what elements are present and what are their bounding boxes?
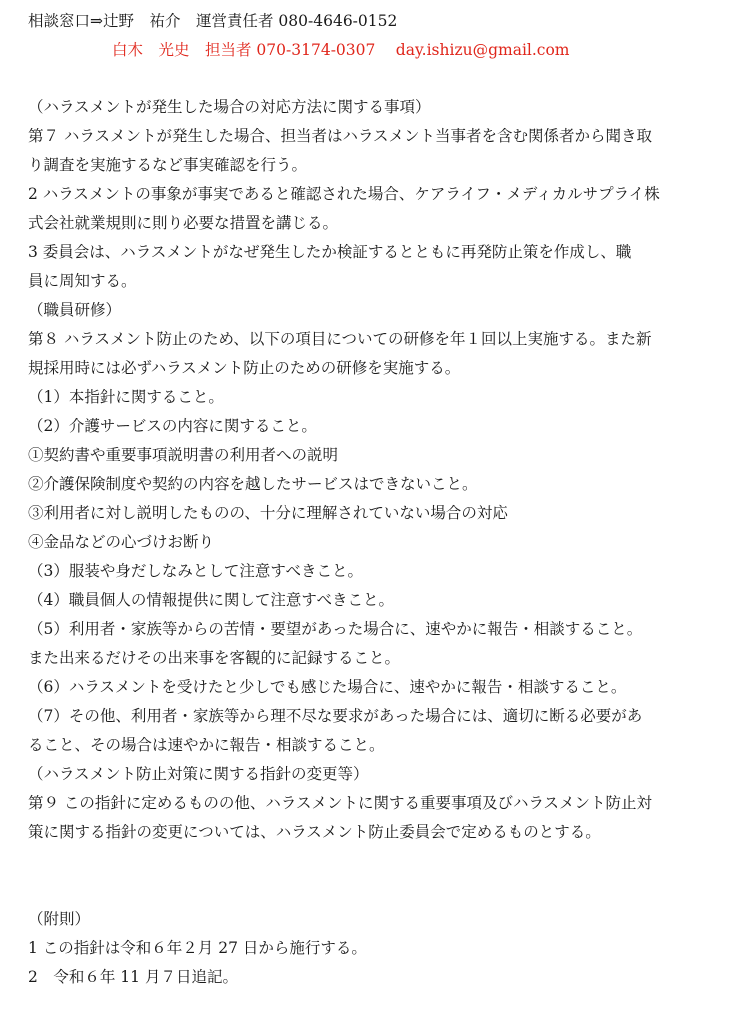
training-item-7-line-1: （7）その他、利用者・家族等から理不尽な要求があった場合には、適切に断る必要があ	[28, 707, 643, 725]
training-subitem-3: ③利用者に対し説明したものの、十分に理解されていない場合の対応	[28, 504, 508, 522]
supplementary-heading: （附則）	[28, 910, 91, 928]
training-item-4: （4）職員個人の情報提供に関して注意すべきこと。	[28, 591, 395, 609]
article-7-2-line-2: 式会社就業規則に則り必要な措置を講じる。	[28, 214, 339, 232]
training-item-3: （3）服装や身だしなみとして注意すべきこと。	[28, 562, 364, 580]
article-9-line-2: 策に関する指針の変更については、ハラスメント防止委員会で定めるものとする。	[28, 823, 601, 841]
article-7-3-line-2: 員に周知する。	[28, 272, 137, 290]
training-item-5-line-2: また出来るだけその出来事を客観的に記録すること。	[28, 649, 401, 667]
training-item-7-line-2: ること、その場合は速やかに報告・相談すること。	[28, 736, 385, 754]
response-heading: （ハラスメントが発生した場合の対応方法に関する事項）	[28, 98, 431, 116]
training-item-1: （1）本指針に関すること。	[28, 388, 224, 406]
training-subitem-2: ②介護保険制度や契約の内容を越したサービスはできないこと。	[28, 475, 478, 493]
article-8-line-2: 規採用時には必ずハラスメント防止のための研修を実施する。	[28, 359, 461, 377]
article-9-line-1: 第９ この指針に定めるものの他、ハラスメントに関する重要事項及びハラスメント防止対	[28, 794, 653, 812]
article-7-line-2: り調査を実施するなど事実確認を行う。	[28, 156, 308, 174]
training-item-5-line-1: （5）利用者・家族等からの苦情・要望があった場合に、速やかに報告・相談すること。	[28, 620, 643, 638]
training-item-6: （6）ハラスメントを受けたと少しでも感じた場合に、速やかに報告・相談すること。	[28, 678, 627, 696]
article-8-line-1: 第８ ハラスメント防止のため、以下の項目についての研修を年１回以上実施する。また新	[28, 330, 652, 348]
supplementary-item-2: 2 令和６年 11 月７日追記。	[28, 968, 238, 986]
article-7-2-line-1: 2 ハラスメントの事象が事実であると確認された場合、ケアライフ・メディカルサプライ株	[28, 185, 660, 203]
supplementary-item-1: 1 この指針は令和６年２月 27 日から施行する。	[28, 939, 367, 957]
training-item-2: （2）介護サービスの内容に関すること。	[28, 417, 317, 435]
article-7-line-1: 第７ ハラスメントが発生した場合、担当者はハラスメント当事者を含む関係者から聞き取	[28, 127, 652, 145]
training-subitem-1: ①契約書や重要事項説明書の利用者への説明	[28, 446, 339, 464]
contact-line-primary: 相談窓口⇒辻野 祐介 運営責任者 080-4646-0152	[28, 12, 398, 30]
change-heading: （ハラスメント防止対策に関する指針の変更等）	[28, 765, 369, 783]
contact-line-secondary: 白木 光史 担当者 070-3174-0307 day.ishizu@gmail.com	[112, 41, 570, 59]
training-heading: （職員研修）	[28, 301, 122, 319]
article-7-3-line-1: 3 委員会は、ハラスメントがなぜ発生したか検証するとともに再発防止策を作成し、職	[28, 243, 632, 261]
training-subitem-4: ④金品などの心づけお断り	[28, 533, 215, 551]
